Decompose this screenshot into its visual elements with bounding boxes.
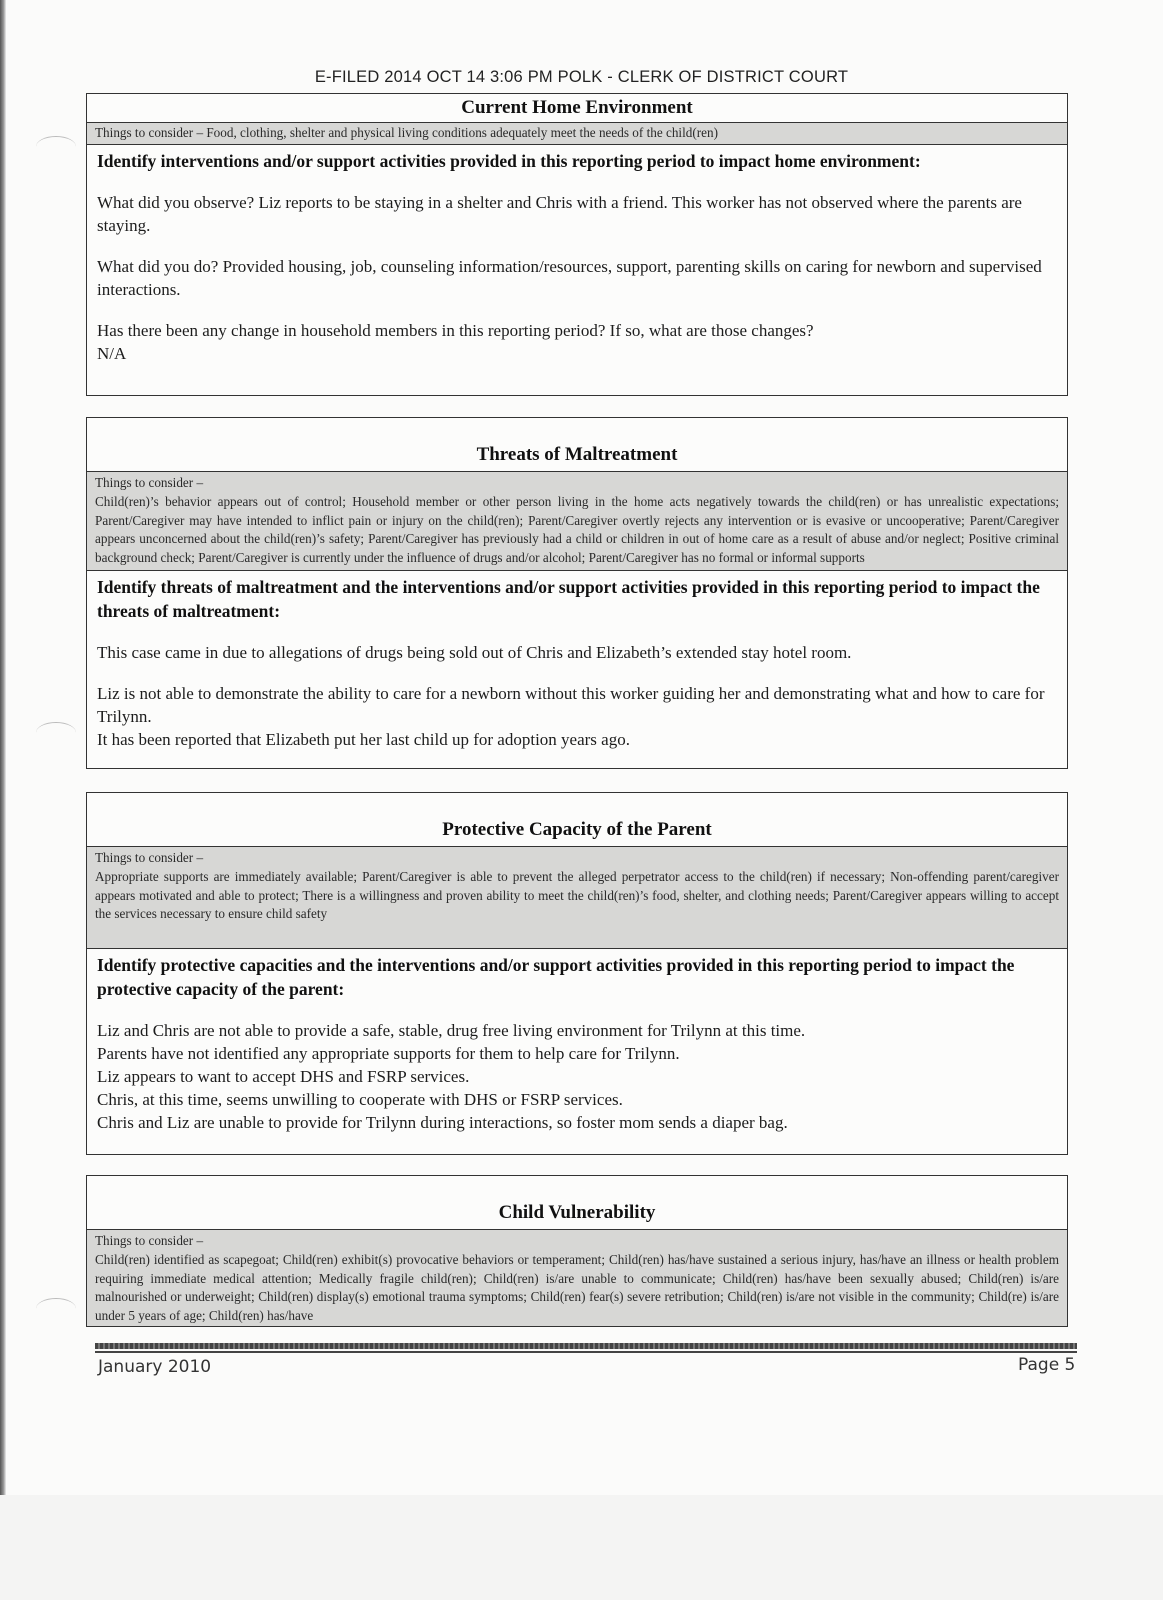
consider-list: Child(ren)’s behavior appears out of control; Household member or other person living in the home acts negatively towards the child(ren) or has unrealistic expectations; Parent/Caregiver may have intended to inflict pain or injury on the child(ren); Parent/Caregiver overtly rejects any intervention or is evasive or uncooperative; Parent/Caregiver appears unconcerned about the child(ren)’s safety; Parent/Caregiver has previously had a child or children in out of home care as a result of abuse and/or neglect; Positive criminal background check; Parent/Caregiver is currently under the influence of drugs and/or alcohol; Parent/Caregiver has no formal or informal supports — [95, 493, 1059, 566]
footer-rule — [95, 1351, 1077, 1353]
section-protective-capacity — [86, 792, 1068, 1155]
section-prompt: Identify interventions and/or support activities provided in this reporting period to impact home environment: — [97, 150, 921, 171]
section-child-vulnerability — [86, 1175, 1068, 1327]
punch-mark — [36, 1298, 76, 1319]
consider-lead: Things to consider – — [95, 475, 204, 490]
efile-stamp: E-FILED 2014 OCT 14 3:06 PM POLK - CLERK OF DISTRICT COURT — [314, 68, 849, 86]
punch-mark — [36, 136, 76, 157]
footer-rule — [95, 1343, 1077, 1349]
things-to-consider: Things to consider – Food, clothing, shelter and physical living conditions adequately meet the needs of the child(ren) — [87, 122, 1067, 145]
things-to-consider — [87, 846, 1067, 949]
section-prompt: Identify threats of maltreatment and the interventions and/or support activities provided in this reporting period to impact the threats of maltreatment: — [97, 576, 1040, 621]
actions-text: What did you do? Provided housing, job, counseling information/resources, support, parenting skills on caring for newborn and supervised interactions. — [97, 256, 1042, 299]
capacity-line: Liz appears to want to accept DHS and FSRP services. — [97, 1067, 470, 1087]
consider-lead: Things to consider – — [95, 1233, 204, 1248]
household-change-question: Has there been any change in household members in this reporting period? If so, what are those changes? — [97, 320, 814, 340]
scan-edge — [0, 0, 6, 1600]
page-number: Page 5 — [1018, 1355, 1076, 1375]
household-change-answer: N/A — [97, 343, 127, 363]
things-to-consider — [87, 1229, 1067, 1327]
things-to-consider — [87, 471, 1067, 571]
threat-paragraph: It has been reported that Elizabeth put her last child up for adoption years ago. — [97, 729, 630, 749]
consider-list: Child(ren) identified as scapegoat; Child(ren) exhibit(s) provocative behaviors or temperament; Child(ren) has/have sustained a serious injury, has/have an illness or health problem requiring immediate medical attention; Medically fragile child(ren); Child(ren) is/are unable to communicate; Child(ren) has/have been sexually abused; Child(ren) is/are malnourished or underweight; Child(ren) display(s) emotional trauma symptoms; Child(ren) fear(s) severe retribution; Child(ren) is/are not visible in the community; Child(re) is/are under 5 years of age; Child(ren) has/have — [95, 1251, 1059, 1324]
consider-lead: Things to consider – — [95, 850, 204, 865]
section-prompt: Identify protective capacities and the interventions and/or support activities provided in this reporting period to impact the protective capacity of the parent: — [97, 955, 1015, 1000]
capacity-line: Chris, at this time, seems unwilling to cooperate with DHS or FSRP services. — [97, 1090, 623, 1110]
consider-list: Appropriate supports are immediately available; Parent/Caregiver is able to prevent the alleged perpetrator access to the child(ren) if necessary; Non-offending parent/caregiver appears motivated and able to protect; There is a willingness and proven ability to meet the child(ren)’s food, shelter, and clothing needs; Parent/Caregiver appears willing to accept the services necessary to ensure child safety — [95, 868, 1059, 922]
threat-paragraph: Liz is not able to demonstrate the ability to care for a newborn without this worker guiding her and demonstrating what and how to care for Trilynn. — [97, 683, 1045, 726]
capacity-line: Chris and Liz are unable to provide for Trilynn during interactions, so foster mom sends a diaper bag. — [97, 1113, 788, 1133]
section-title: Threats of Maltreatment — [476, 444, 678, 465]
capacity-line: Liz and Chris are not able to provide a safe, stable, drug free living environment for Trilynn at this time. — [97, 1021, 806, 1041]
section-current-home-environment — [86, 93, 1068, 396]
section-title: Protective Capacity of the Parent — [442, 819, 712, 840]
capacity-line: Parents have not identified any appropriate supports for them to help care for Trilynn. — [97, 1044, 680, 1064]
section-title: Current Home Environment — [461, 97, 693, 118]
scan-bottom-shade — [0, 1495, 1163, 1600]
section-title: Child Vulnerability — [498, 1202, 656, 1223]
footer-date: January 2010 — [98, 1357, 212, 1377]
threat-paragraph: This case came in due to allegations of drugs being sold out of Chris and Elizabeth’s extended stay hotel room. — [97, 642, 852, 662]
punch-mark — [36, 722, 76, 743]
section-threats-of-maltreatment — [86, 417, 1068, 769]
observation-text: What did you observe? Liz reports to be staying in a shelter and Chris with a friend. This worker has not observed where the parents are staying. — [97, 192, 1022, 235]
